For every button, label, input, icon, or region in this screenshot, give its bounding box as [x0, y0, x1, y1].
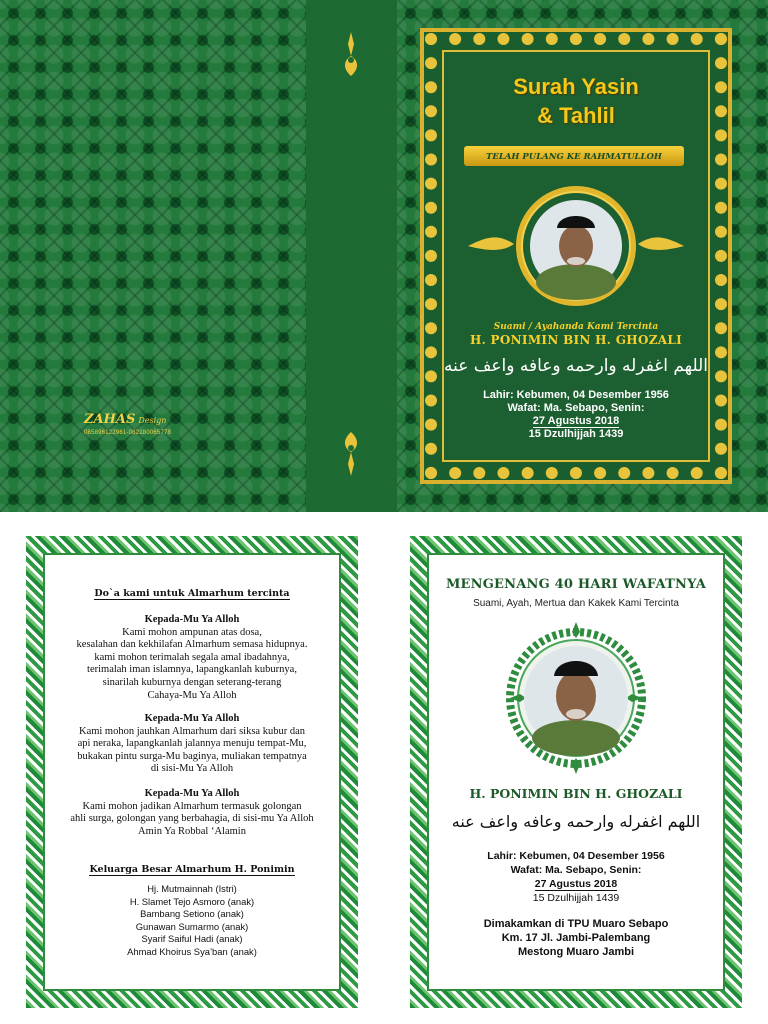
cover-subtitle: Suami / Ayahanda Kami Tercinta	[493, 322, 659, 332]
prayer-title: Do`a kami untuk Almarhum tercinta	[94, 588, 290, 599]
cover-name: H. PONIMIN BIN H. GHOZALI	[469, 333, 683, 347]
cover-title: Surah Yasin & Tahlil	[513, 74, 639, 128]
cover-birth: Lahir: Kebumen, 04 Desember 1956	[483, 389, 669, 401]
family-member: Hj. Mutmainnah (Istri)	[147, 883, 237, 894]
memorial-title: MENGENANG 40 HARI WAFATNYA	[445, 577, 707, 592]
family-member: Ahmad Khoirus Sya’ban (anak)	[127, 945, 257, 957]
memorial-hijri-date: 15 Dzulhijjah 1439	[532, 892, 620, 904]
burial-place: Dimakamkan di TPU Muaro Sebapo Km. 17 Jl. Jambi-Palembang Mestong Muaro Jambi	[483, 918, 669, 958]
family-list	[26, 883, 358, 958]
family-title: Keluarga Besar Almarhum H. Ponimin	[89, 864, 295, 875]
prayer-block: Kepada-Mu Ya Alloh Kami mohon ampunan atas dosa, kesalahan dan kekhilafan Almarhum semasa hidupnya. kami mohon terimalah segala amal ibadahnya, terimalah iman islamnya, lapangkanlah kuburnya, sinarilah kuburnya dengan seterang-terang Cahaya-Mu Ya Alloh	[76, 614, 308, 701]
designer-logo: ZAHAS Design	[84, 412, 167, 427]
book-spine	[306, 0, 397, 512]
cover-portrait-medallion	[468, 184, 684, 308]
memorial-arabic-prayer: اللهم اغفرله وارحمه وعافه واعف عنه	[451, 812, 701, 831]
cover-death: Wafat: Ma. Sebapo, Senin:	[507, 402, 645, 414]
cover-death-date: 27 Agustus 2018	[532, 415, 620, 427]
memorial-birth: Lahir: Kebumen, 04 Desember 1956	[487, 850, 665, 862]
cover-hijri-date: 15 Dzulhijjah 1439	[528, 428, 624, 440]
spine-ornament-icon	[336, 30, 366, 80]
memorial-portrait-medallion	[506, 616, 646, 780]
family-member: Bambang Setiono (anak)	[140, 908, 244, 919]
family-member: Syarif Saiful Hadi (anak)	[141, 933, 243, 944]
family-member: H. Slamet Tejo Asmoro (anak)	[129, 895, 255, 907]
cover-arabic-prayer: اللهم اغفرله وارحمه وعافه واعف عنه	[443, 356, 708, 376]
prayer-block: Kepada-Mu Ya Alloh Kami mohon jauhkan Almarhum dari siksa kubur dan api neraka, lapangkanlah jalannya menuju tempat-Mu, bukakan pintu surga-Mu baginya, muliakan tempatnya di sisi-Mu Ya Alloh	[77, 713, 307, 775]
spine-ornament-icon	[336, 428, 366, 478]
family-member: Gunawan Sumarmo (anak)	[135, 920, 249, 932]
memorial-subtitle: Suami, Ayah, Mertua dan Kakek Kami Tercinta	[473, 598, 679, 609]
prayer-block: Kepada-Mu Ya Alloh Kami mohon jadikan Almarhum termasuk golongan ahli surga, golongan yang berbahagia, di sisi-mu Ya Alloh Amin Ya Robbal ‘Alamin	[70, 788, 314, 837]
memorial-death: Wafat: Ma. Sebapo, Senin:	[510, 864, 642, 876]
memorial-death-date: 27 Agustus 2018	[534, 878, 618, 890]
memorial-name: H. PONIMIN BIN H. GHOZALI	[469, 786, 683, 801]
designer-phone: 085896122961-082180065778	[84, 430, 172, 436]
ribbon-banner: TELAH PULANG KE RAHMATULLOH	[464, 146, 684, 166]
